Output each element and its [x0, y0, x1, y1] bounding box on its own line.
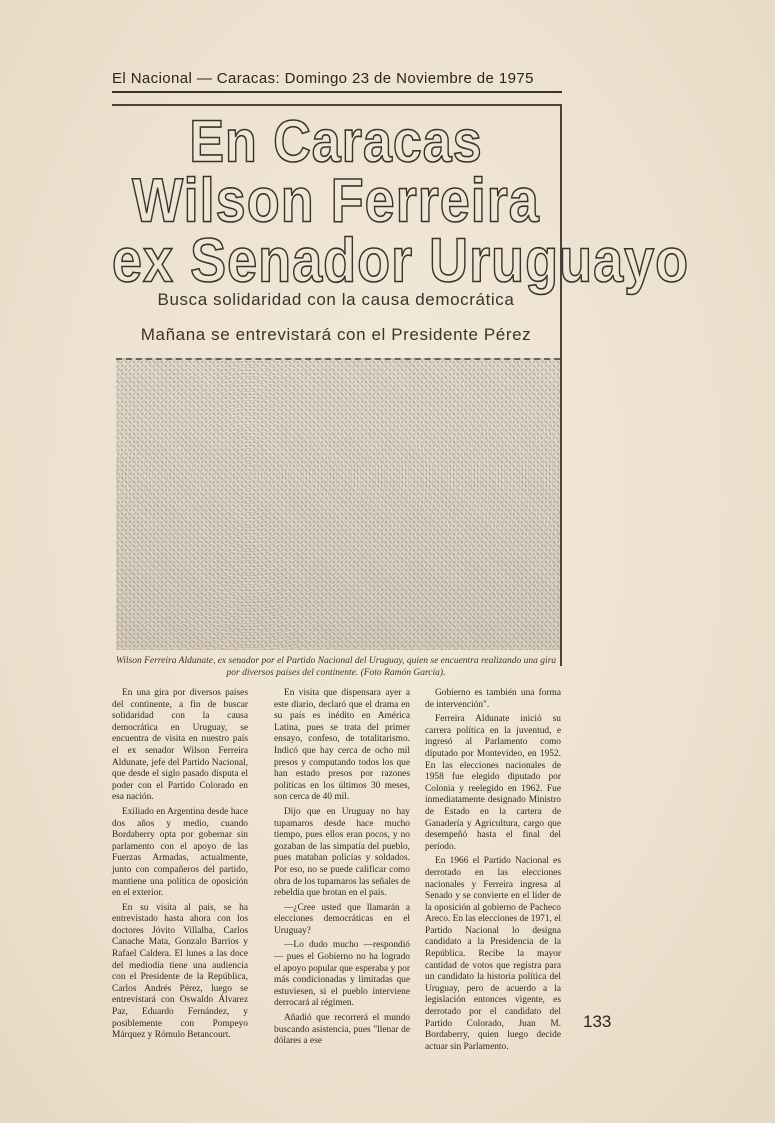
paragraph: —Lo dudo mucho —respondió— pues el Gobierno no ha logrado el apoyo popular que esperaba y por más condicionadas y limitadas que estuviesen, si el pueblo interviene derrocará al régimen.: [274, 940, 410, 1009]
paragraph: Exiliado en Argentina desde hace dos años y medio, cuando Bordaberry opta por gobernar sin parlamento con el apoyo de las Fuerzas Armadas, actualmente, junto con compañeros del partido, mantiene una política de oposición en el exterior.: [112, 806, 248, 899]
paragraph: En visita que dispensara ayer a este diario, declaró que el drama en su país es inédito en América Latina, pues se trata del primer ensayo, confeso, de totalitarismo. Indicó que hay cerca de ocho mil presos y computando todos los que han estado presos por razones políticas en los últimos 30 meses, son cerca de 40 mil.: [274, 688, 410, 803]
portrait-photo: [116, 358, 560, 650]
subheadline-1: Busca solidaridad con la causa democrática: [157, 290, 515, 309]
halftone-texture: [116, 360, 560, 650]
page-number: 133: [583, 1012, 612, 1031]
paragraph: Dijo que en Uruguay no hay tupamaros desde hace mucho tiempo, pues ellos eran pocos, y no gozaban de las simpatía del pueblo, pues mataban policías y soldados. Por eso, no se puede calificar como obra de los tupamaros las señales de rebeldía que brotan en el país.: [274, 806, 410, 899]
headline-line-3: ex Senador Uruguayo: [112, 226, 690, 296]
paragraph: En su visita al país, se ha entrevistado hasta ahora con los doctores Jóvito Villalba, Carlos Canache Mata, Gonzalo Barrios y Rafael Caldera. El lunes a las doce del mediodía tiene una audiencia con el Presidente de la República, Carlos Andrés Pérez, luego se entrevistará con Oswaldo Álvarez Paz, Eduardo Fernández, y posiblemente con Pompeyo Márquez y Rómulo Betancourt.: [112, 902, 248, 1041]
subheadline-2: Mañana se entrevistará con el Presidente Pérez: [140, 325, 532, 344]
paragraph: Gobierno es también una forma de intervención".: [425, 688, 561, 710]
headline-line-2: Wilson Ferreira: [132, 166, 540, 236]
article-column-1: [112, 688, 248, 1045]
paragraph: En 1966 el Partido Nacional es derrotado en las elecciones nacionales y Ferreira ingresa al Senado y se convierte en el líder de la oposición al gobierno de Pacheco Areco. En las elecciones de 1971, el Partido Nacional lo designa candidato a la Presidencia de la República. Recibe la mayor cantidad de votos que registra para un candidato la historia política del Uruguay, pero de acuerdo a la legislación entonces vigente, es derrotado por el candidato del Partido Colorado, Juan M. Bordaberry, quien luego decide actuar sin Parlamento.: [425, 856, 561, 1052]
headline-line-1: En Caracas: [189, 108, 483, 176]
paragraph: Añadió que recorrerá el mundo buscando asistencia, pues "llenar de dólares a ese: [274, 1013, 410, 1047]
article-column-2: [274, 688, 410, 1051]
paragraph: —¿Cree usted que llamarán a elecciones democráticas en el Uruguay?: [274, 902, 410, 936]
article-column-3: [425, 688, 561, 1056]
paragraph: En una gira por diversos países del continente, a fin de buscar solidaridad con la causa democrática en Uruguay, se encuentra de visita en nuestro país el ex senador Wilson Ferreira Aldunate, jefe del Partido Nacional, que desde el siglo pasado disputa el poder con el Partido Colorado en esa nación.: [112, 688, 248, 803]
paragraph: Ferreira Aldunate inició su carrera política en la juventud, e ingresó al Parlamento como diputado por Montevideo, en 1952. En las elecciones nacionales de 1958 fue elegido diputado por Colonia y reelegido en 1962. Fue inmediatamente designado Ministro de Estado en la cartera de Ganadería y Agricultura, cargo que desempeñó hasta el final del período.: [425, 714, 561, 852]
photo-caption: Wilson Ferreira Aldunate, ex senador por el Partido Nacional del Uruguay, quien se encuentra realizando una gira por diversos países del continente. (Foto Ramón García).: [115, 656, 557, 678]
newspaper-masthead: El Nacional — Caracas: Domingo 23 de Noviembre de 1975: [112, 70, 562, 93]
